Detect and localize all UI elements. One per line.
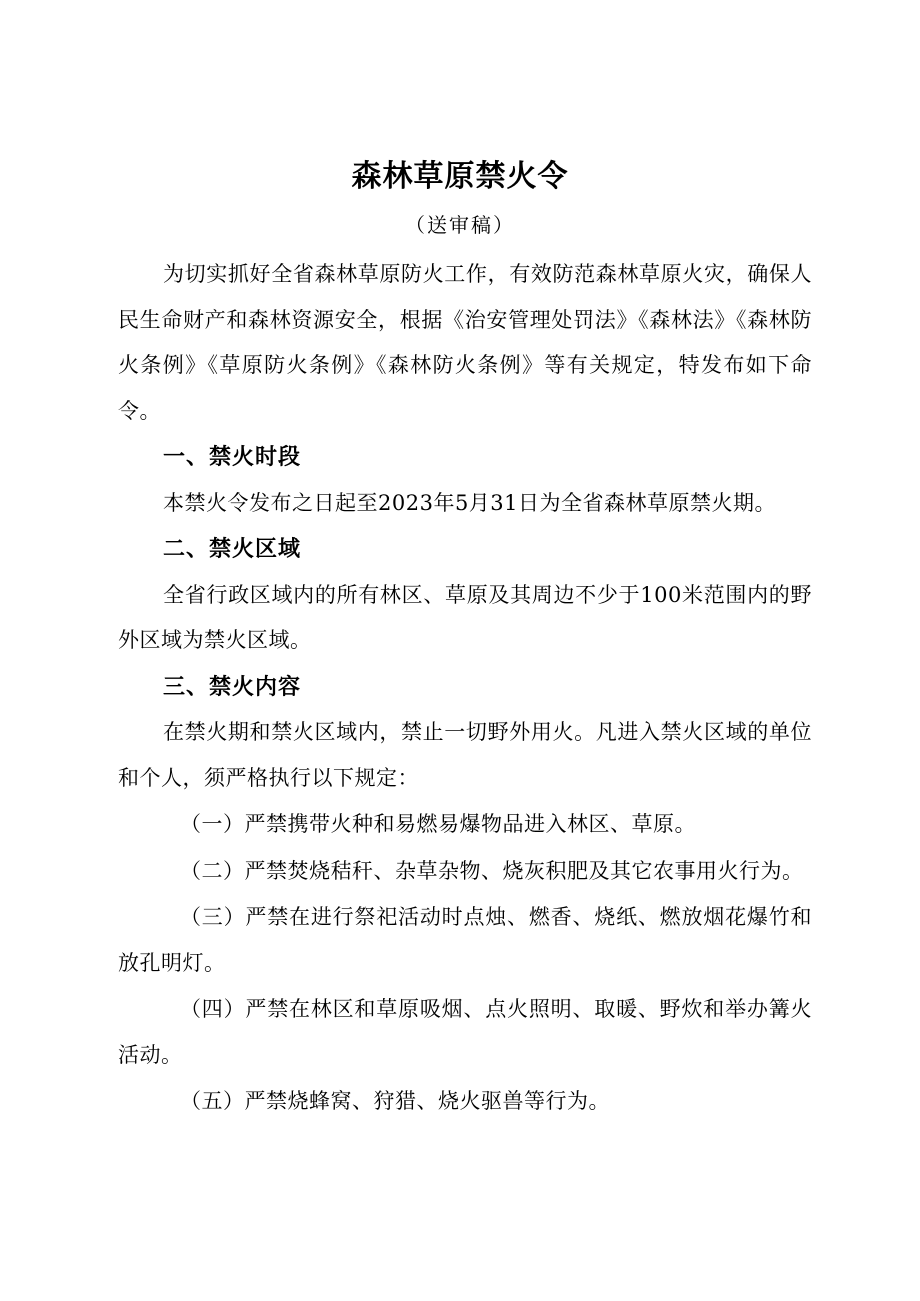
section-paragraph-3: 在禁火期和禁火区域内，禁止一切野外用火。凡进入禁火区域的单位和个人，须严格执行以下规定： bbox=[118, 720, 812, 790]
section-heading-1: 一、禁火时段 bbox=[163, 445, 302, 470]
intro-paragraph: 为切实抓好全省森林草原防火工作，有效防范森林草原火灾，确保人民生命财产和森林资源安全，根据《治安管理处罚法》《森林法》《森林防火条例》《草原防火条例》《森林防火条例》等有关规定，特发布如下命令。 bbox=[118, 262, 812, 423]
section-paragraph-1: 本禁火令发布之日起至2023年5月31日为全省森林草原禁火期。 bbox=[163, 490, 777, 515]
rule-item-3: （三）严禁在进行祭祀活动时点烛、燃香、烧纸、燃放烟花爆竹和放孔明灯。 bbox=[118, 905, 812, 975]
document-body bbox=[118, 252, 812, 1125]
rule-item-4: （四）严禁在林区和草原吸烟、点火照明、取暖、野炊和举办篝火活动。 bbox=[118, 997, 812, 1067]
rule-item-5: （五）严禁烧蜂窝、狩猎、烧火驱兽等行为。 bbox=[180, 1089, 610, 1113]
section-heading-3: 三、禁火内容 bbox=[163, 674, 302, 700]
section-paragraph-2: 全省行政区域内的所有林区、草原及其周边不少于100米范围内的野外区域为禁火区域。 bbox=[118, 582, 812, 652]
rule-item-2: （二）严禁焚烧秸秆、杂草杂物、烧灰积肥及其它农事用火行为。 bbox=[180, 858, 804, 883]
document-subtitle: （送审稿） bbox=[405, 213, 515, 237]
section-heading-2: 二、禁火区域 bbox=[163, 537, 302, 562]
document-title: 森林草原禁火令 bbox=[351, 159, 569, 194]
rule-item-1: （一）严禁携带火种和易燃易爆物品进入林区、草原。 bbox=[180, 812, 696, 836]
